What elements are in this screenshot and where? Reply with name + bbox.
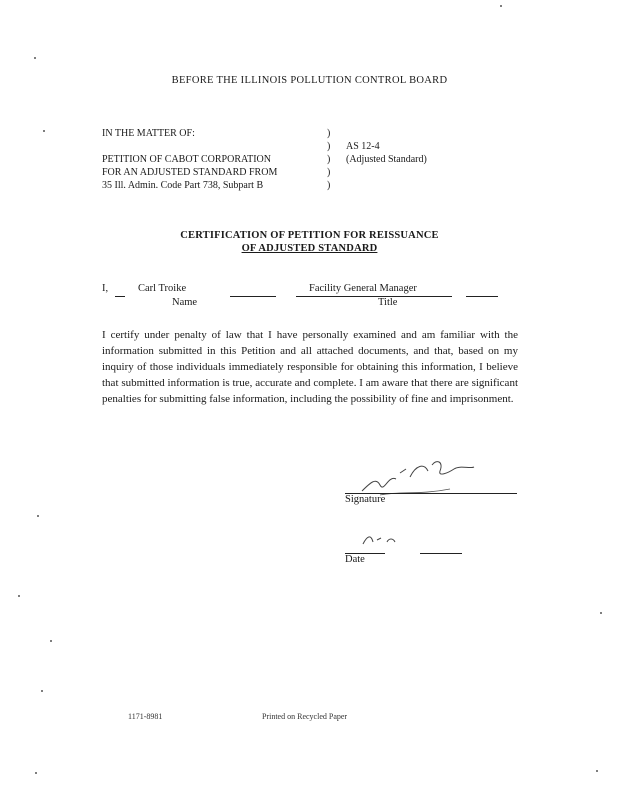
caption-line-3: 35 Ill. Admin. Code Part 738, Subpart B [102,180,264,191]
caption-paren: ) [327,180,331,191]
scan-speck [600,612,602,614]
caption-paren: ) [327,167,331,178]
case-type: (Adjusted Standard) [346,154,427,165]
title-label: Title [378,297,398,308]
scan-speck [596,770,598,772]
scan-speck [500,5,502,7]
scan-speck [18,595,20,597]
footer-code: 1171-8981 [128,712,163,721]
signer-lead-line [115,296,125,297]
title-trailing-line [466,296,498,297]
signer-title: Facility General Manager [309,283,417,294]
scan-speck [37,515,39,517]
scan-speck [35,772,37,774]
name-label: Name [172,297,198,308]
certification-title-line-2: OF ADJUSTED STANDARD [241,243,378,254]
title-underline [296,296,452,297]
footer-printed: Printed on Recycled Paper [262,712,348,721]
certification-statement: I certify under penalty of law that I have personally examined and am familiar with the information submitted in this Petition and all attached documents, and that, based on my inquiry of those individuals immediately responsible for obtaining this information, I believe that submitted information is true, accurate and complete. I am aware that there are significant penalties for submitting false information, including the possibility of fine and imprisonment. [102,329,518,405]
caption-line-2: FOR AN ADJUSTED STANDARD FROM [102,167,278,178]
scan-speck [43,130,45,132]
date-label: Date [345,554,365,565]
caption-paren: ) [327,141,331,152]
handwritten-date [355,530,415,550]
caption-paren: ) [327,128,331,139]
signature-label: Signature [345,494,386,505]
signer-prefix: I, [102,283,109,294]
signer-name: Carl Troike [138,283,187,294]
name-underline [230,296,276,297]
scan-speck [41,690,43,692]
certification-title [0,229,619,255]
case-number: AS 12-4 [346,141,380,152]
board-heading: BEFORE THE ILLINOIS POLLUTION CONTROL BOARD [171,75,448,86]
date-line-2 [420,553,462,554]
certification-title-line-1: CERTIFICATION OF PETITION FOR REISSUANCE [180,230,439,241]
caption-line-1: PETITION OF CABOT CORPORATION [102,154,271,165]
in-the-matter-label: IN THE MATTER OF: [102,128,195,139]
scan-speck [34,57,36,59]
caption-paren: ) [327,154,331,165]
scan-speck [50,640,52,642]
